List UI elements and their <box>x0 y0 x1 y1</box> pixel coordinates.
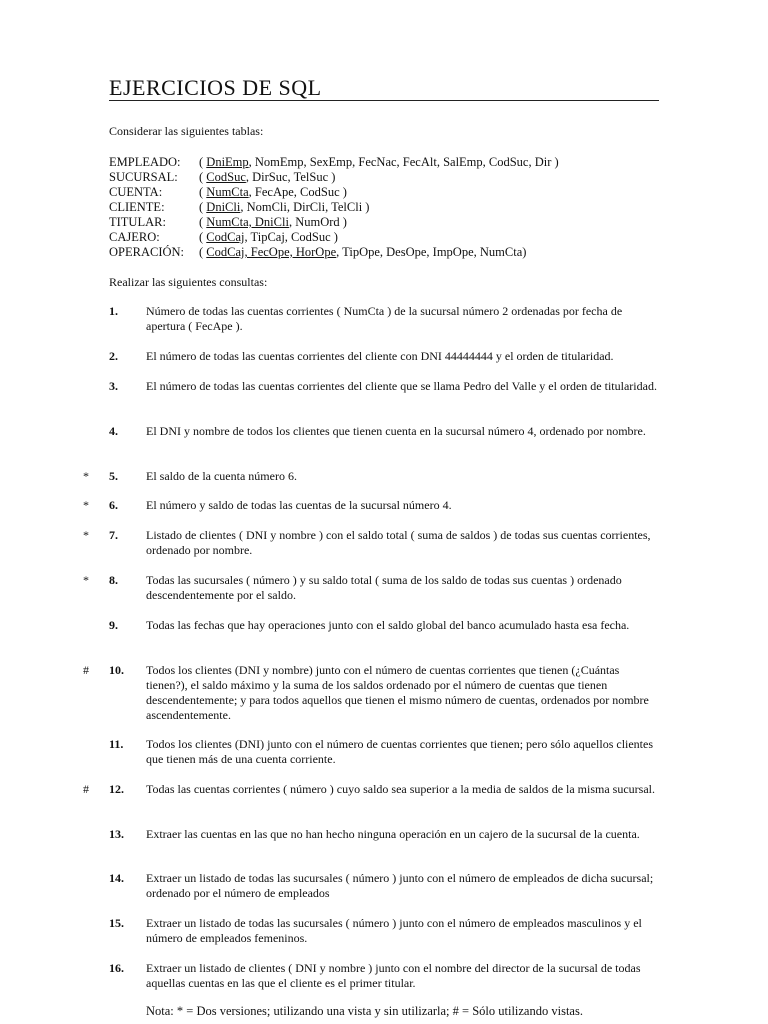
exercise-number: 14. <box>109 871 124 885</box>
table-fields <box>199 215 347 230</box>
exercise-number: 1. <box>109 304 118 318</box>
field-list: ( <box>199 200 207 214</box>
exercise-text: Extraer un listado de todas las sucursales ( número ) junto con el número de empleados de dicha sucursal; ordenado por el número de empleados <box>146 871 654 900</box>
table-fields <box>199 230 338 245</box>
exercise-text: Número de todas las cuentas corrientes ( NumCta ) de la sucursal número 2 ordenadas por fecha de apertura ( FecApe ). <box>146 304 623 333</box>
field-list: , TipCaj, CodSuc ) <box>244 230 338 244</box>
table-fields <box>199 155 559 170</box>
field-list: , DirSuc, TelSuc ) <box>245 170 336 184</box>
exercise-number: 15. <box>109 916 124 930</box>
title-divider <box>109 100 659 101</box>
exercise-number: 5. <box>109 469 118 483</box>
table-name: EMPLEADO: <box>109 155 181 169</box>
primary-key: DniCli <box>206 200 241 214</box>
primary-key: CodCaj, FecOpe, HorOpe <box>206 245 337 259</box>
field-list: ( <box>199 215 207 229</box>
field-list: ( <box>199 185 207 199</box>
exercise-marker: * <box>83 528 89 542</box>
exercise-number: 9. <box>109 618 118 632</box>
table-name: CLIENTE: <box>109 200 165 214</box>
page-title: EJERCICIOS DE SQL <box>109 75 322 100</box>
exercise-text: Todos los clientes (DNI) junto con el número de cuentas corrientes que tienen; pero sólo aquellos clientes que tienen más de una cuenta corriente. <box>146 737 654 766</box>
primary-key: NumCta, DniCli <box>206 215 289 229</box>
exercise-text: Extraer las cuentas en las que no han hecho ninguna operación en un cajero de la sucursal de la cuenta. <box>146 827 640 841</box>
field-list: ( <box>199 155 207 169</box>
primary-key: CodSuc <box>206 170 246 184</box>
exercise-text: Todas las cuentas corrientes ( número ) cuyo saldo sea superior a la media de saldos de la misma sucursal. <box>146 782 655 796</box>
exercise-text: El número de todas las cuentas corrientes del cliente que se llama Pedro del Valle y el orden de titularidad. <box>146 379 657 393</box>
table-name: CUENTA: <box>109 185 163 199</box>
exercise-text: Extraer un listado de clientes ( DNI y nombre ) junto con el nombre del director de la sucursal de todas aquellas cuentas en las que el cliente es el primer titular. <box>146 961 641 990</box>
table-fields <box>199 200 369 215</box>
field-list: ( <box>199 170 207 184</box>
exercise-number: 13. <box>109 827 124 841</box>
field-list: , NumOrd ) <box>288 215 347 229</box>
table-fields <box>199 185 347 200</box>
exercise-text: El saldo de la cuenta número 6. <box>146 469 297 483</box>
exercise-text: El número de todas las cuentas corrientes del cliente con DNI 44444444 y el orden de titularidad. <box>146 349 614 363</box>
field-list: , TipOpe, DesOpe, ImpOpe, NumCta) <box>336 245 527 259</box>
field-list: , FecApe, CodSuc ) <box>248 185 347 199</box>
table-fields <box>199 245 526 260</box>
exercise-marker: * <box>83 573 89 587</box>
queries-intro: Realizar las siguientes consultas: <box>109 275 268 289</box>
primary-key: DniEmp <box>206 155 249 169</box>
table-name: OPERACIÓN: <box>109 245 185 259</box>
field-list: ( <box>199 230 207 244</box>
exercise-number: 4. <box>109 424 118 438</box>
field-list: ( <box>199 245 207 259</box>
exercise-marker: # <box>83 782 89 796</box>
exercise-marker: # <box>83 663 89 677</box>
exercise-number: 16. <box>109 961 124 975</box>
table-name: TITULAR: <box>109 215 166 229</box>
exercise-number: 6. <box>109 498 118 512</box>
exercise-number: 10. <box>109 663 124 677</box>
exercise-marker: * <box>83 498 89 512</box>
exercise-text: Todas las sucursales ( número ) y su saldo total ( suma de los saldo de todas sus cuentas ) ordenado descendentemente por el saldo. <box>146 573 622 602</box>
exercise-text: Extraer un listado de todas las sucursales ( número ) junto con el número de empleados masculinos y el número de empleados femeninos. <box>146 916 642 945</box>
primary-key: NumCta <box>206 185 249 199</box>
exercise-text: El número y saldo de todas las cuentas de la sucursal número 4. <box>146 498 452 512</box>
exercise-marker: * <box>83 469 89 483</box>
field-list: , NomEmp, SexEmp, FecNac, FecAlt, SalEmp, CodSuc, Dir ) <box>248 155 559 169</box>
exercise-text: Todos los clientes (DNI y nombre) junto con el número de cuentas corrientes que tienen (¿Cuántas tienen?), el saldo máximo y la suma de los saldos ordenado por el número de cuentas que tienen descendentemente; y para todos aquellos que tienen el mismo número de cuentas, ordenados por nombre ascendentemente. <box>146 663 649 722</box>
footnote: Nota: * = Dos versiones; utilizando una vista y sin utilizarla; # = Sólo utilizando vistas. <box>146 1004 583 1018</box>
exercise-text: El DNI y nombre de todos los clientes que tienen cuenta en la sucursal número 4, ordenado por nombre. <box>146 424 646 438</box>
table-name: CAJERO: <box>109 230 160 244</box>
table-fields <box>199 170 335 185</box>
intro-text: Considerar las siguientes tablas: <box>109 124 264 138</box>
exercise-number: 8. <box>109 573 118 587</box>
exercise-number: 12. <box>109 782 124 796</box>
exercise-number: 2. <box>109 349 118 363</box>
field-list: , NomCli, DirCli, TelCli ) <box>240 200 370 214</box>
exercise-number: 3. <box>109 379 118 393</box>
exercise-text: Todas las fechas que hay operaciones junto con el saldo global del banco acumulado hasta esa fecha. <box>146 618 630 632</box>
exercise-text: Listado de clientes ( DNI y nombre ) con el saldo total ( suma de saldos ) de todas sus cuentas corrientes, ordenado por nombre. <box>146 528 651 557</box>
table-name: SUCURSAL: <box>109 170 178 184</box>
exercise-number: 11. <box>109 737 124 751</box>
primary-key: CodCaj <box>206 230 245 244</box>
exercise-number: 7. <box>109 528 118 542</box>
